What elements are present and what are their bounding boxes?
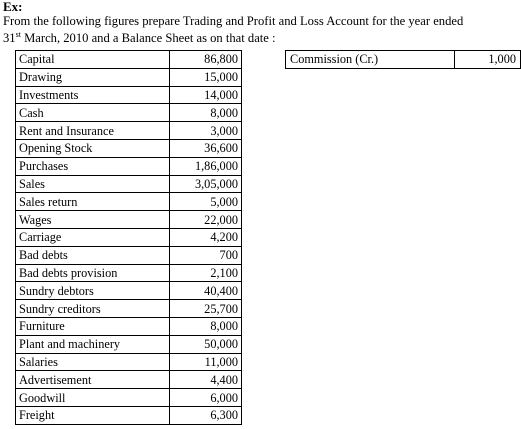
instructions-line-1: From the following figures prepare Trading and Profit and Loss Account for the year ended bbox=[3, 14, 464, 28]
account-name: Investments bbox=[16, 86, 170, 104]
table-row bbox=[16, 86, 242, 104]
exercise-heading: Ex: bbox=[3, 0, 23, 14]
account-amount: 6,300 bbox=[170, 406, 242, 424]
date-ordinal-suffix: st bbox=[15, 30, 21, 39]
account-amount: 14,000 bbox=[170, 86, 242, 104]
table-row bbox=[16, 175, 242, 193]
account-amount: 15,000 bbox=[170, 68, 242, 86]
table-row bbox=[16, 139, 242, 157]
account-name: Sales bbox=[16, 175, 170, 193]
table-row bbox=[16, 264, 242, 282]
table-row bbox=[16, 211, 242, 229]
account-name: Carriage bbox=[16, 228, 170, 246]
table-row bbox=[16, 51, 242, 69]
account-name: Purchases bbox=[16, 157, 170, 175]
account-amount: 86,800 bbox=[170, 51, 242, 69]
account-name: Bad debts provision bbox=[16, 264, 170, 282]
account-name: Plant and machinery bbox=[16, 335, 170, 353]
account-name: Rent and Insurance bbox=[16, 122, 170, 140]
account-amount: 11,000 bbox=[170, 353, 242, 371]
table-row bbox=[16, 246, 242, 264]
table-row bbox=[16, 228, 242, 246]
account-name: Bad debts bbox=[16, 246, 170, 264]
account-name: Sundry debtors bbox=[16, 282, 170, 300]
account-name: Sales return bbox=[16, 193, 170, 211]
account-amount: 1,86,000 bbox=[170, 157, 242, 175]
commission-row bbox=[286, 51, 521, 69]
account-amount: 700 bbox=[170, 246, 242, 264]
table-row bbox=[16, 406, 242, 424]
table-row bbox=[16, 300, 242, 318]
trial-balance-table bbox=[15, 50, 242, 425]
account-name: Salaries bbox=[16, 353, 170, 371]
account-amount: 36,600 bbox=[170, 139, 242, 157]
account-name: Freight bbox=[16, 406, 170, 424]
table-row bbox=[16, 282, 242, 300]
account-amount: 4,200 bbox=[170, 228, 242, 246]
account-amount: 3,05,000 bbox=[170, 175, 242, 193]
account-name: Wages bbox=[16, 211, 170, 229]
account-amount: 3,000 bbox=[170, 122, 242, 140]
account-amount: 25,700 bbox=[170, 300, 242, 318]
instructions-line-2 bbox=[3, 30, 519, 47]
date-rest: March, 2010 and a Balance Sheet as on that date : bbox=[20, 31, 276, 45]
table-row bbox=[16, 389, 242, 407]
account-amount: 4,400 bbox=[170, 371, 242, 389]
table-row bbox=[16, 193, 242, 211]
account-amount: 2,100 bbox=[170, 264, 242, 282]
account-amount: 6,000 bbox=[170, 389, 242, 407]
table-row bbox=[16, 68, 242, 86]
account-amount: 22,000 bbox=[170, 211, 242, 229]
commission-label: Commission (Cr.) bbox=[286, 51, 455, 69]
table-row bbox=[16, 104, 242, 122]
account-amount: 50,000 bbox=[170, 335, 242, 353]
account-name: Opening Stock bbox=[16, 139, 170, 157]
account-amount: 8,000 bbox=[170, 317, 242, 335]
commission-amount: 1,000 bbox=[455, 51, 521, 69]
table-row bbox=[16, 122, 242, 140]
account-name: Goodwill bbox=[16, 389, 170, 407]
account-amount: 8,000 bbox=[170, 104, 242, 122]
trial-balance-body bbox=[16, 51, 242, 425]
account-amount: 5,000 bbox=[170, 193, 242, 211]
account-name: Sundry creditors bbox=[16, 300, 170, 318]
date-day: 31 bbox=[3, 31, 16, 45]
account-name: Drawing bbox=[16, 68, 170, 86]
account-amount: 40,400 bbox=[170, 282, 242, 300]
commission-table bbox=[285, 50, 521, 69]
table-row bbox=[16, 335, 242, 353]
account-name: Advertisement bbox=[16, 371, 170, 389]
table-row bbox=[16, 157, 242, 175]
account-name: Furniture bbox=[16, 317, 170, 335]
table-row bbox=[16, 371, 242, 389]
table-row bbox=[16, 353, 242, 371]
account-name: Cash bbox=[16, 104, 170, 122]
table-row bbox=[16, 317, 242, 335]
exercise-instructions bbox=[3, 13, 519, 47]
account-name: Capital bbox=[16, 51, 170, 69]
